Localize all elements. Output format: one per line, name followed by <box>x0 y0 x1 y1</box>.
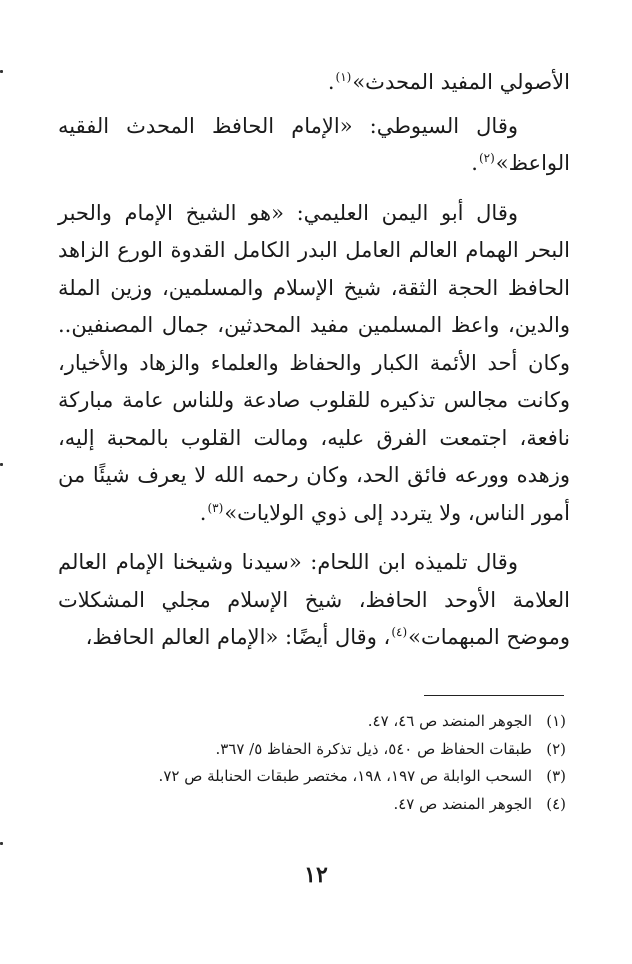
paragraph-text: وقال تلميذه ابن اللحام: «سيدنا وشيخنا الإمام العالم العلامة الأوحد الحافظ، شيخ الإسلام مجلي المشكلات وموضح المبهمات» <box>58 550 570 649</box>
paragraph-text: وقال أبو اليمن العليمي: «هو الشيخ الإمام والحبر البحر الهمام العالم العامل البدر الكامل القدوة الورع الزاهد الحافظ الحجة الثقة، شيخ الإسلام والمسلمين، وزين الملة والدين، واعظ المسلمين مفيد المحدثين، جمال المصنفين.. وكان أحد الأئمة الكبار والحفاظ والعلماء والزهاد والأخيار، وكانت مجالس تذكيره للقلوب صادعة وللناس عامة مباركة نافعة، اجتمعت الفرق عليه، ومالت القلوب بالمحبة إليه، وزهده وورعه فائق الحد، وكان رحمه الله لا يعرف شيئًا من أمور الناس، ولا يتردد إلى ذوي الولايات» <box>58 200 570 525</box>
footnote-text: الجوهر المنضد ص ٤٧. <box>393 794 532 813</box>
footnotes-list <box>58 708 566 818</box>
footnote-number: (٤) <box>546 794 566 813</box>
paragraph-tail: . <box>199 500 207 525</box>
footnote-separator <box>424 695 564 696</box>
footnote-item <box>58 763 566 791</box>
paragraph-text: الأصولي المفيد المحدث» <box>352 70 570 94</box>
page-body <box>58 64 570 657</box>
paragraph-ulaimi <box>58 195 570 533</box>
paragraph-suyuti <box>58 108 570 183</box>
scan-edge-mark <box>0 70 3 73</box>
footnote-text: الجوهر المنضد ص ٤٦، ٤٧. <box>367 712 532 730</box>
footnote-text: طبقات الحفاظ ص ٥٤٠، ذيل تذكرة الحفاظ ٥/ ٣٦٧. <box>215 739 532 758</box>
paragraph-tail: ، وقال أيضًا: «الإمام العالم الحافظ، <box>85 625 391 649</box>
footnote-number: (٣) <box>546 767 566 785</box>
footnote-item <box>58 708 566 736</box>
scan-edge-mark <box>0 842 3 845</box>
footnote-ref[interactable]: (٢) <box>478 151 495 165</box>
paragraph-tail: . <box>327 70 335 94</box>
paragraph-text: وقال السيوطي: «الإمام الحافظ المحدث الفقيه الواعظ» <box>58 113 570 175</box>
paragraph-ibn-al-lahham <box>58 544 570 657</box>
footnote-ref[interactable]: (٣) <box>207 500 224 515</box>
footnote-text: السحب الوابلة ص ١٩٧، ١٩٨، مختصر طبقات الحنابلة ص ٧٢. <box>158 767 532 785</box>
scan-edge-mark <box>0 463 3 466</box>
paragraph-continuation <box>58 64 570 102</box>
paragraph-tail: . <box>471 151 478 175</box>
footnote-ref[interactable]: (١) <box>335 70 352 84</box>
footnote-number: (٢) <box>546 739 566 758</box>
footnote-item <box>58 791 566 819</box>
footnote-item <box>58 736 566 764</box>
footnote-ref[interactable]: (٤) <box>391 625 408 639</box>
footnote-number: (١) <box>546 712 566 730</box>
page-number: ١٢ <box>304 862 328 888</box>
